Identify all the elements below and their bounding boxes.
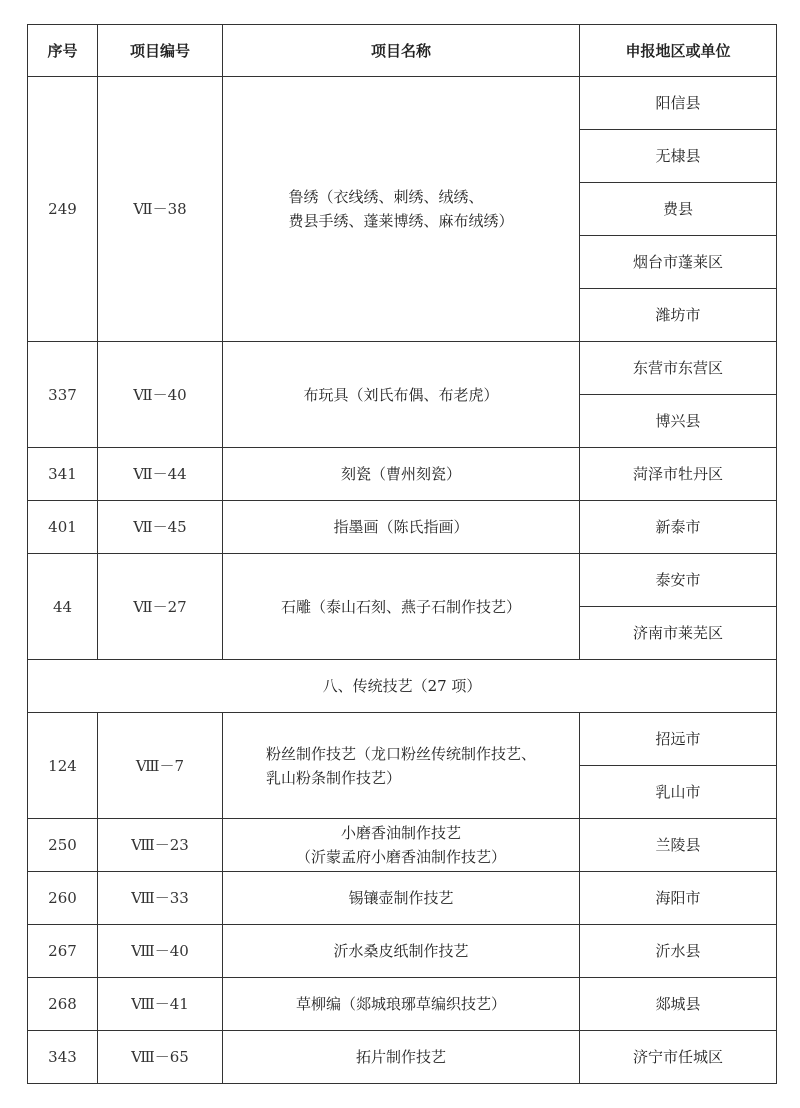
cell-name: 拓片制作技艺 xyxy=(223,1031,580,1084)
name-line-2: （沂蒙孟府小磨香油制作技艺） xyxy=(295,848,506,866)
header-seq: 序号 xyxy=(28,25,98,77)
table-row xyxy=(28,978,777,1031)
cell-region: 阳信县 xyxy=(580,77,777,130)
cell-region: 济宁市任城区 xyxy=(580,1031,777,1084)
cell-region: 沂水县 xyxy=(580,925,777,978)
cell-name: 指墨画（陈氏指画） xyxy=(223,501,580,554)
table-row xyxy=(28,501,777,554)
cell-seq: 44 xyxy=(28,554,98,660)
cell-region: 潍坊市 xyxy=(580,289,777,342)
cell-code: Ⅶ－38 xyxy=(98,77,223,342)
cell-code: Ⅶ－40 xyxy=(98,342,223,448)
cell-code: Ⅷ－65 xyxy=(98,1031,223,1084)
cell-seq: 268 xyxy=(28,978,98,1031)
cell-seq: 267 xyxy=(28,925,98,978)
cell-code: Ⅷ－41 xyxy=(98,978,223,1031)
cell-name xyxy=(223,819,580,872)
table-row xyxy=(28,448,777,501)
name-text xyxy=(288,185,513,233)
name-line-1: 鲁绣（衣线绣、刺绣、绒绣、 xyxy=(288,188,484,206)
cell-code: Ⅶ－44 xyxy=(98,448,223,501)
section-title: 八、传统技艺（27 项） xyxy=(28,660,777,713)
name-line-2: 乳山粉条制作技艺） xyxy=(265,768,401,787)
table-row xyxy=(28,819,777,872)
cell-code: Ⅶ－45 xyxy=(98,501,223,554)
cell-code: Ⅷ－33 xyxy=(98,872,223,925)
cell-code: Ⅷ－40 xyxy=(98,925,223,978)
cell-region: 东营市东营区 xyxy=(580,342,777,395)
table-row xyxy=(28,554,777,607)
cell-region: 兰陵县 xyxy=(580,819,777,872)
cell-region: 济南市莱芜区 xyxy=(580,607,777,660)
name-text xyxy=(266,742,536,790)
cell-region: 费县 xyxy=(580,183,777,236)
header-region: 申报地区或单位 xyxy=(580,25,777,77)
table-row xyxy=(28,713,777,766)
cell-seq: 250 xyxy=(28,819,98,872)
cell-region: 烟台市蓬莱区 xyxy=(580,236,777,289)
cell-seq: 260 xyxy=(28,872,98,925)
cell-region: 郯城县 xyxy=(580,978,777,1031)
cell-code: Ⅷ－23 xyxy=(98,819,223,872)
name-line-1: 小磨香油制作技艺 xyxy=(340,824,461,842)
cell-region: 博兴县 xyxy=(580,395,777,448)
cell-name: 石雕（泰山石刻、燕子石制作技艺） xyxy=(223,554,580,660)
cell-code: Ⅶ－27 xyxy=(98,554,223,660)
cell-name: 锡镶壶制作技艺 xyxy=(223,872,580,925)
cell-seq: 401 xyxy=(28,501,98,554)
heritage-project-table xyxy=(27,24,777,1084)
cell-seq: 337 xyxy=(28,342,98,448)
cell-region: 新泰市 xyxy=(580,501,777,554)
cell-code: Ⅷ－7 xyxy=(98,713,223,819)
cell-region: 海阳市 xyxy=(580,872,777,925)
header-code: 项目编号 xyxy=(98,25,223,77)
cell-name: 刻瓷（曹州刻瓷） xyxy=(223,448,580,501)
cell-region: 无棣县 xyxy=(580,130,777,183)
table-row xyxy=(28,872,777,925)
cell-region: 乳山市 xyxy=(580,766,777,819)
table-row xyxy=(28,925,777,978)
cell-name: 草柳编（郯城琅琊草编织技艺） xyxy=(223,978,580,1031)
table-row xyxy=(28,1031,777,1084)
cell-seq: 249 xyxy=(28,77,98,342)
cell-name: 布玩具（刘氏布偶、布老虎） xyxy=(223,342,580,448)
cell-seq: 343 xyxy=(28,1031,98,1084)
name-line-2: 费县手绣、蓬莱博绣、麻布绒绣） xyxy=(288,212,514,230)
section-row xyxy=(28,660,777,713)
header-name: 项目名称 xyxy=(223,25,580,77)
cell-region: 招远市 xyxy=(580,713,777,766)
table-row xyxy=(28,77,777,130)
cell-seq: 124 xyxy=(28,713,98,819)
cell-name xyxy=(223,713,580,819)
table-row xyxy=(28,342,777,395)
cell-name xyxy=(223,77,580,342)
table-header-row xyxy=(28,25,777,77)
name-line-1: 粉丝制作技艺（龙口粉丝传统制作技艺、 xyxy=(265,744,536,763)
cell-region: 菏泽市牡丹区 xyxy=(580,448,777,501)
cell-seq: 341 xyxy=(28,448,98,501)
cell-name: 沂水桑皮纸制作技艺 xyxy=(223,925,580,978)
cell-region: 泰安市 xyxy=(580,554,777,607)
